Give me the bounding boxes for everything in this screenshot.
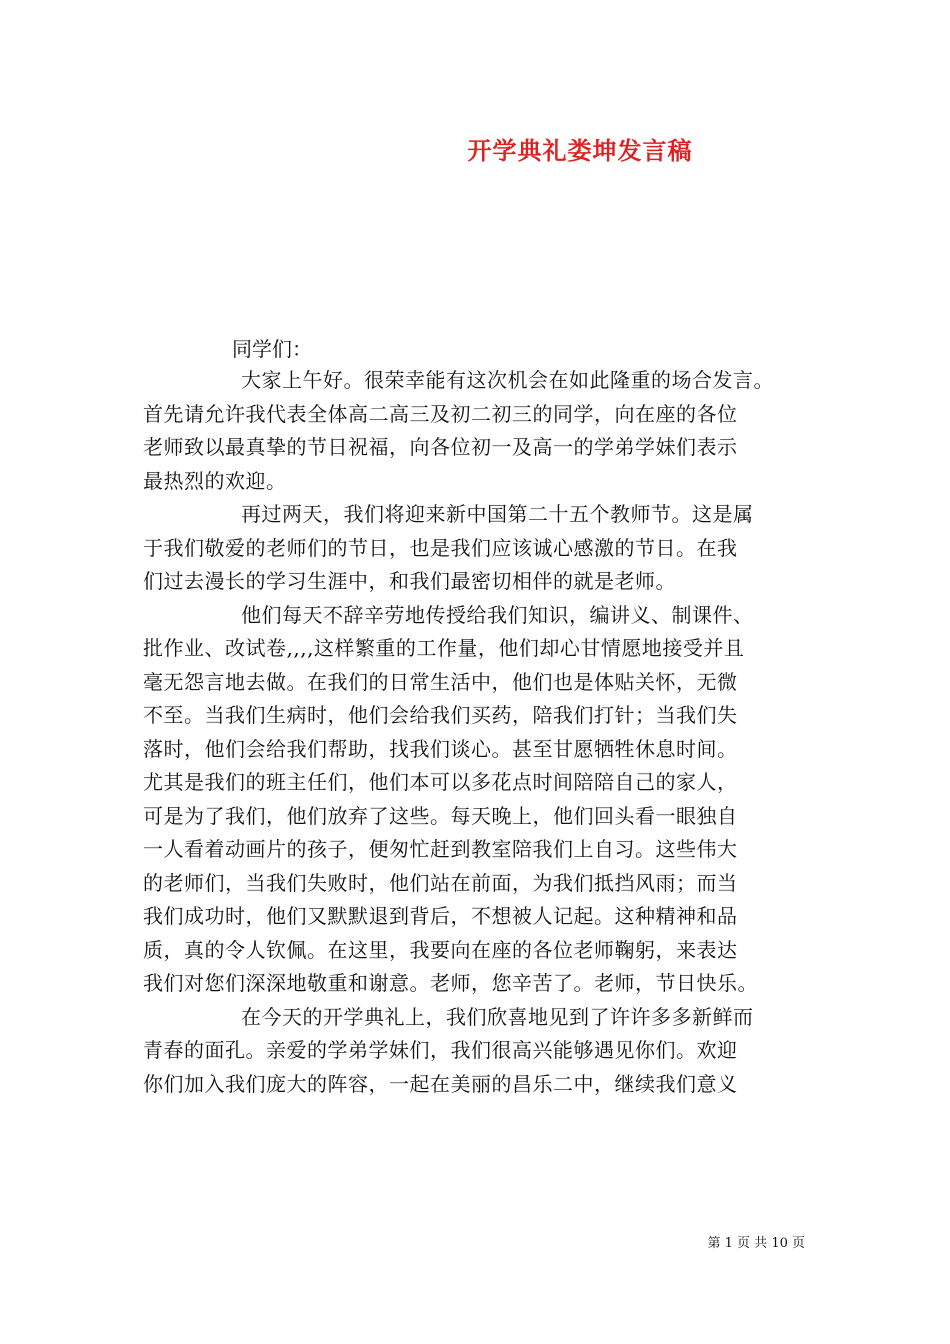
text-line: 大家上午好。很荣幸能有这次机会在如此隆重的场合发言。 — [241, 368, 774, 392]
text-line: 首先请允许我代表全体高二高三及初二初三的同学，向在座的各位 — [143, 401, 738, 426]
text-line: 老师致以最真挚的节日祝福，向各位初一及高一的学弟学妹们表示 — [143, 435, 738, 459]
text-line: 尤其是我们的班主任们，他们本可以多花点时间陪陪自己的家人， — [143, 770, 738, 794]
text-line: 不至。当我们生病时，他们会给我们买药，陪我们打针；当我们失 — [143, 703, 738, 727]
salutation: 同学们： — [232, 337, 312, 361]
text-line: 落时，他们会给我们帮助，找我们谈心。甚至甘愿牺牲休息时间。 — [143, 736, 738, 761]
document-body — [143, 364, 813, 1101]
text-line: 可是为了我们，他们放弃了这些。每天晚上，他们回头看一眼独自 — [143, 803, 738, 828]
text-line: 批作业、改试卷,,,,这样繁重的工作量，他们却心甘情愿地接受并且 — [143, 636, 745, 660]
text-line: 于我们敬爱的老师们的节日，也是我们应该诚心感激的节日。在我 — [143, 535, 738, 560]
text-line: 最热烈的欢迎。 — [143, 468, 287, 493]
text-line: 再过两天，我们将迎来新中国第二十五个教师节。这是属 — [241, 502, 754, 526]
text-line: 们过去漫长的学习生涯中，和我们最密切相伴的就是老师。 — [143, 569, 676, 593]
text-line: 青春的面孔。亲爱的学弟学妹们，我们很高兴能够遇见你们。欢迎 — [143, 1038, 738, 1062]
text-line: 你们加入我们庞大的阵容，一起在美丽的昌乐二中，继续我们意义 — [143, 1071, 738, 1096]
text-line: 我们对您们深深地敬重和谢意。老师，您辛苦了。老师，节日快乐。 — [143, 971, 758, 995]
text-line: 一人看着动画片的孩子，便匆忙赶到教室陪我们上自习。这些伟大 — [143, 837, 738, 861]
page-number-footer: 第 1 页 共 10 页 — [707, 1236, 805, 1251]
text-line: 毫无怨言地去做。在我们的日常生活中，他们也是体贴关怀，无微 — [143, 669, 738, 694]
text-line: 在今天的开学典礼上，我们欣喜地见到了许许多多新鲜而 — [241, 1004, 754, 1029]
text-line: 我们成功时，他们又默默退到背后，不想被人记起。这种精神和品 — [143, 904, 738, 928]
document-title: 开学典礼娄坤发言稿 — [467, 136, 693, 165]
text-line: 他们每天不辞辛劳地传授给我们知识，编讲义、制课件、 — [241, 602, 754, 627]
text-line: 质，真的令人钦佩。在这里，我要向在座的各位老师鞠躬，来表达 — [143, 937, 738, 962]
text-line: 的老师们，当我们失败时，他们站在前面，为我们抵挡风雨；而当 — [143, 870, 738, 895]
